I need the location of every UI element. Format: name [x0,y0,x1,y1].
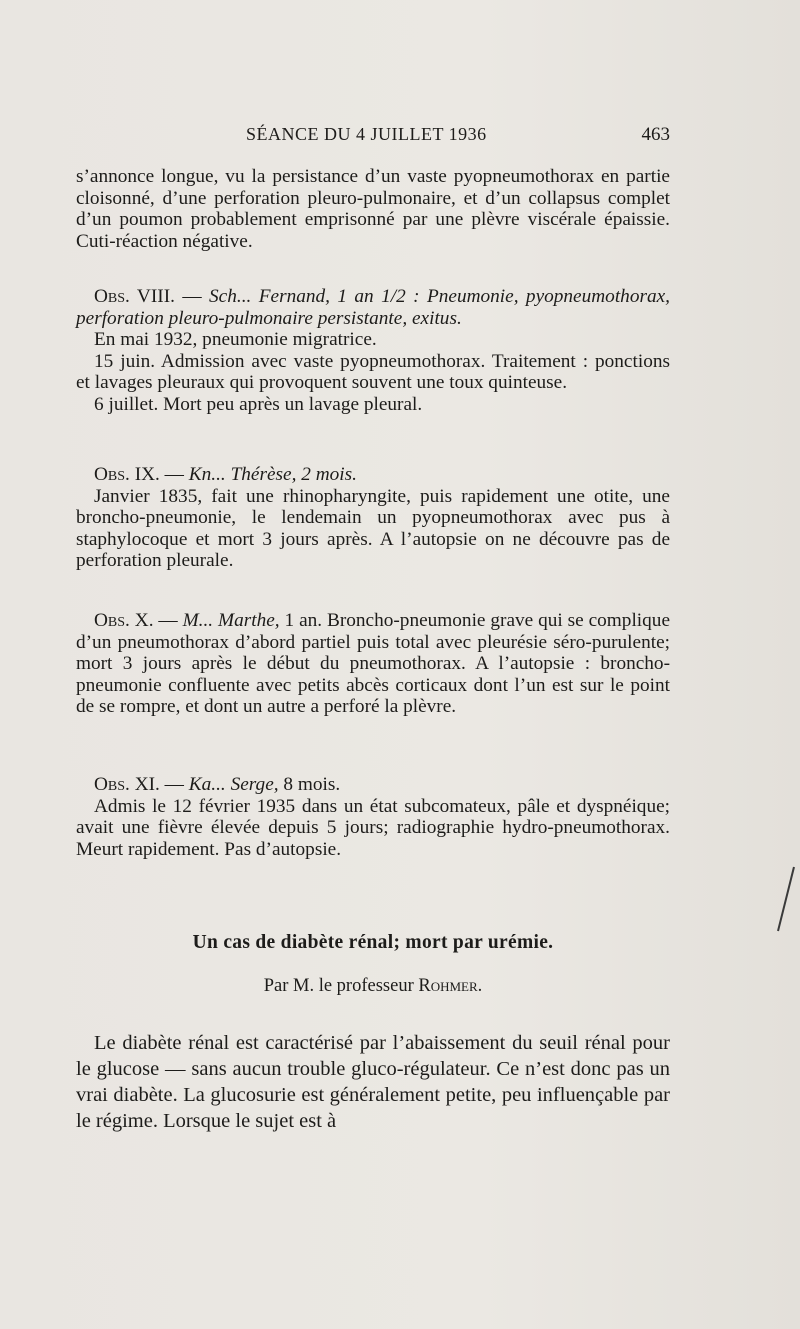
obs11-label: Obs. XI. [94,774,160,795]
obs9-heading-line [76,464,670,486]
margin-pencil-mark [777,867,795,932]
obs8-line-1: En mai 1932, pneumonie migratrice. [94,329,377,351]
obs8-line-2: 15 juin. Admission avec vaste pyopneumothorax. Traitement : ponctions et lavages pleuraux qui provoquent souvent une toux quinteuse. [76,350,670,394]
article-title: Un cas de diabète rénal; mort par urémie. [192,932,554,953]
obs8-dash: — [174,286,210,307]
intro-paragraph [76,166,670,252]
obs8-label: Obs. VIII. [94,286,175,307]
intro-text: s’annonce longue, vu la persistance d’un vaste pyopneumothorax en partie cloisonné, d’une perforation pleuro-pulmonaire, et d’un collapsus complet d’un poumon probablement emprisonné par une plèvre viscérale épaissie. Cuti-réaction négative. [76,166,670,252]
page-number: 463 [641,124,670,145]
observation-8 [76,286,670,416]
obs8-heading-line [76,286,670,329]
obs10-label: Obs. X. [94,610,154,631]
observation-9 [76,464,670,572]
obs10-text: 1 an. Broncho-pneumonie grave qui se complique d’un pneumothorax d’abord partiel puis total avec pleurésie séro-purulente; mort 3 jours après le début du pneumothorax. A l’autopsie : broncho-pneumonie confluente avec petits abcès corticaux dont l’un est sur le point de se rompre, et dont un autre a perforé la plèvre. [76,610,670,718]
article-body-paragraph: Le diabète rénal est caractérisé par l’abaissement du seuil rénal pour le glucose — sans aucun trouble gluco-régulateur. Ce n’est donc pas un vrai diabète. La glucosurie est généralement petite, peu influençable par le régime. Lorsque le sujet est à [76,1032,670,1132]
observation-11 [76,774,670,860]
obs11-heading: Ka... Serge, [188,774,279,795]
obs9-text: Janvier 1835, fait une rhinopharyngite, puis rapidement une otite, une broncho-pneumonie, le lendemain un pyopneumothorax avec pus à staphylocoque et mort 3 jours après. A l’autopsie on ne découvre pas de perforation pleurale. [76,485,670,572]
obs8-heading: Sch... Fernand, 1 an 1/2 : Pneumonie, pyopneumothorax, perforation pleuro-pulmonaire persistante, exitus. [76,286,670,329]
article-byline [76,976,670,997]
running-head-title: SÉANCE DU 4 JUILLET 1936 [246,124,487,144]
obs11-heading-line [76,774,670,796]
observation-10 [76,610,670,718]
obs10-paragraph [76,610,670,718]
obs11-text: Admis le 12 février 1935 dans un état subcomateux, pâle et dyspnéique; avait une fièvre élevée depuis 5 jours; radiographie hydro-pneumothorax. Meurt rapidement. Pas d’autopsie. [76,795,670,860]
obs8-line-3: 6 juillet. Mort peu après un lavage pleural. [94,393,423,415]
obs11-heading-tail: 8 mois. [278,774,341,795]
byline-prefix: Par M. le professeur [263,976,419,996]
running-head [76,124,670,154]
article-body [76,1030,670,1134]
obs9-dash: — [159,464,189,485]
obs11-dash: — [159,774,189,795]
obs10-dash: — [153,610,183,631]
obs9-label: Obs. IX. [94,464,160,485]
obs10-heading: M... Marthe, [182,610,280,631]
obs9-heading: Kn... Thérèse, 2 mois. [188,464,357,485]
byline-author: Rohmer. [418,976,483,996]
